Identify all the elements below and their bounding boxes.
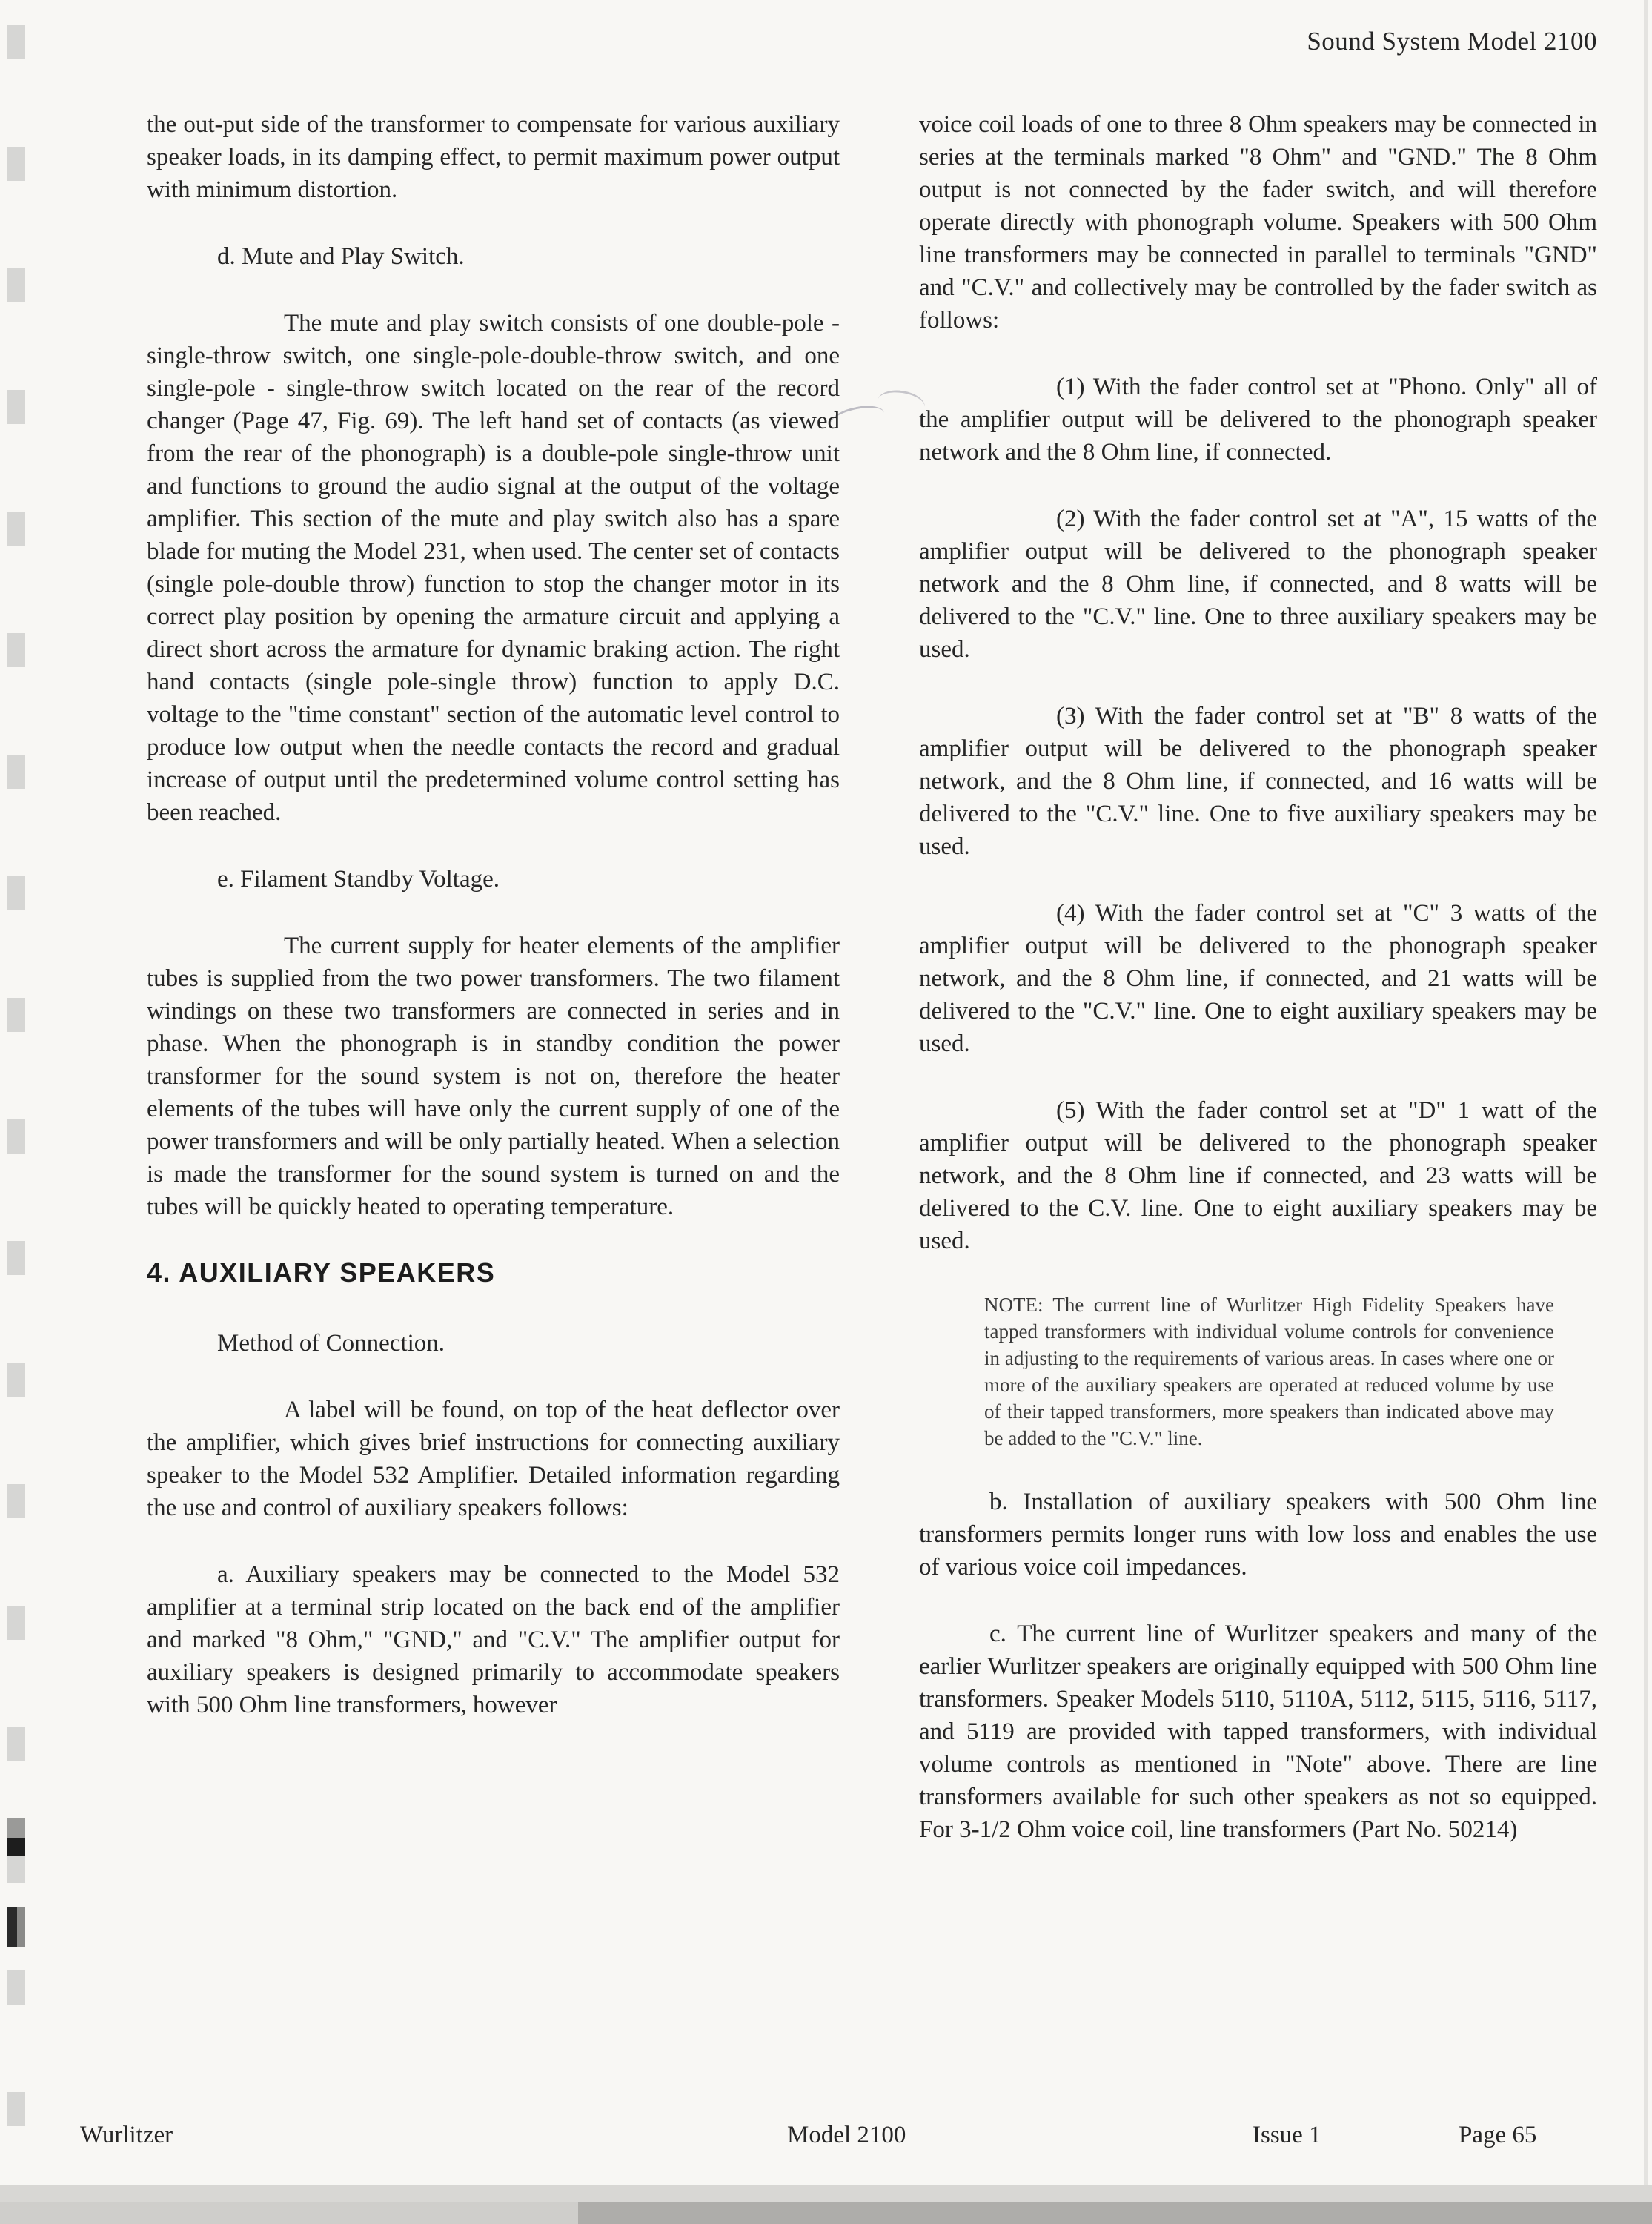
scan-edge-right (1644, 0, 1648, 2224)
paragraph-item-b: b. Installation of auxiliary speakers with 500 Ohm line transformers permits longer runs with low loss and enables the use of various voice coil impedances. (919, 1489, 1597, 1581)
binding-mark-dark (7, 1818, 25, 1856)
scan-bar-light (0, 2185, 1652, 2202)
footer-issue: Issue 1 (1253, 2122, 1321, 2148)
binding-mark-dark (7, 1907, 25, 1947)
numbered-item-1: (1) With the fader control set at "Phono. Only" all of the amplifier output will be delivered to the phonograph speaker network and the 8 Ohm line, if connected. (919, 374, 1597, 466)
footer-model: Model 2100 (787, 2122, 906, 2148)
paragraph-voice-coil: voice coil loads of one to three 8 Ohm speakers may be connected in series at the terminals marked "8 Ohm" and "GND." The 8 Ohm output is not connected by the fader switch, and will therefore operate directly with phonograph volume. Speakers with 500 Ohm line transformers may be connected in parallel to terminals "GND" and "C.V." and collectively may be controlled by the fader switch as follows: (919, 111, 1597, 334)
paragraph-filament-standby: The current supply for heater elements of the amplifier tubes is supplied from the two power transformers. The two filament windings on these two transformers are connected in series and in phase. When the phonograph is in standby condition the power transformer for the sound system is not on, therefore the heater elements of the tubes will have only the current supply of one of the power transformers and will be only partially heated. When a selection is made the transformer for the sound system is turned on and the tubes will be quickly heated to operating temperature. (147, 933, 840, 1220)
scan-bar-bottom-left (0, 2202, 578, 2224)
numbered-item-3: (3) With the fader control set at "B" 8 watts of the amplifier output will be delivered to the phonograph speaker network, and the 8 Ohm line, if connected, and 16 watts will be delivered to the "C.V." line. One to five auxiliary speakers may be used. (919, 703, 1597, 860)
paragraph-item-a: a. Auxiliary speakers may be connected to the Model 532 amplifier at a terminal strip located on the back end of the amplifier and marked "8 Ohm," "GND," and "C.V." The amplifier output for auxiliary speakers is designed primarily to accommodate speakers with 500 Ohm line transformers, however (147, 1561, 840, 1718)
paragraph-intro-continuation: the out-put side of the transformer to compensate for various auxiliary speaker loads, in its damping effect, to permit maximum power output with minimum distortion. (147, 111, 840, 203)
numbered-item-5: (5) With the fader control set at "D" 1 watt of the amplifier output will be delivered to the phonograph speaker network, and the 8 Ohm line if connected, and 23 watts will be delivered to the C.V. line. One to eight auxiliary speakers may be used. (919, 1097, 1597, 1254)
heading-auxiliary-speakers: 4. AUXILIARY SPEAKERS (147, 1257, 496, 1288)
paragraph-label-instructions: A label will be found, on top of the heat deflector over the amplifier, which gives brief instructions for connecting auxiliary speaker to the Model 532 Amplifier. Detailed information regarding the use and control of auxiliary speakers follows: (147, 1397, 840, 1521)
left-column (147, 108, 840, 1755)
scan-bar-bottom-dark (578, 2202, 1652, 2224)
heading-method-of-connection: Method of Connection. (217, 1330, 445, 1357)
paragraph-mute-and-play: The mute and play switch consists of one double-pole - single-throw switch, one single-pole-double-throw switch, and one single-pole - single-throw switch located on the rear of the record changer (Page 47, Fig. 69). The left hand set of contacts (as viewed from the rear of the phonograph) is a double-pole single-throw unit and functions to ground the audio signal at the output of the voltage amplifier. This section of the mute and play switch also has a spare blade for muting the Model 231, when used. The center set of contacts (single pole-double throw) function to stop the changer motor in its correct play position by opening the armature circuit and applying a direct short across the armature for dynamic braking action. The right hand contacts (single pole-single throw) function to apply D.C. voltage to the "time constant" section of the automatic level control to produce low output when the needle contacts the record and gradual increase of output until the predetermined volume control setting has been reached. (147, 310, 840, 826)
heading-mute-and-play-switch: d. Mute and Play Switch. (217, 243, 465, 270)
right-column (919, 108, 1597, 1880)
note-block: NOTE: The current line of Wurlitzer High Fidelity Speakers have tapped transformers with individual volume controls for convenience in adjusting to the requirements of various areas. In cases where one or more of the auxiliary speakers are operated at reduced volume by use of their tapped transformers, more speakers than indicated above may be added to the "C.V." line. (984, 1294, 1554, 1449)
heading-filament-standby-voltage: e. Filament Standby Voltage. (217, 866, 500, 893)
numbered-item-4: (4) With the fader control set at "C" 3 watts of the amplifier output will be delivered to the phonograph speaker network, and the 8 Ohm line, if connected, and 21 watts will be delivered to the "C.V." line. One to eight auxiliary speakers may be used. (919, 900, 1597, 1057)
page-header-title: Sound System Model 2100 (1307, 27, 1597, 56)
footer-brand: Wurlitzer (80, 2122, 173, 2148)
footer-page-number: Page 65 (1459, 2122, 1537, 2148)
paragraph-item-c: c. The current line of Wurlitzer speakers and many of the earlier Wurlitzer speakers are originally equipped with 500 Ohm line transformers. Speaker Models 5110, 5110A, 5112, 5115, 5116, 5117, and 5119 are provided with tapped transformers, with individual volume controls as mentioned in "Note" above. There are line transformers available for such other speakers as not so equipped. For 3-1/2 Ohm voice coil, line transformers (Part No. 50214) (919, 1621, 1597, 1843)
numbered-item-2: (2) With the fader control set at "A", 15 watts of the amplifier output will be delivered to the phonograph speaker network and the 8 Ohm line, if connected, and 8 watts will be delivered to the "C.V." line. One to three auxiliary speakers may be used. (919, 506, 1597, 663)
